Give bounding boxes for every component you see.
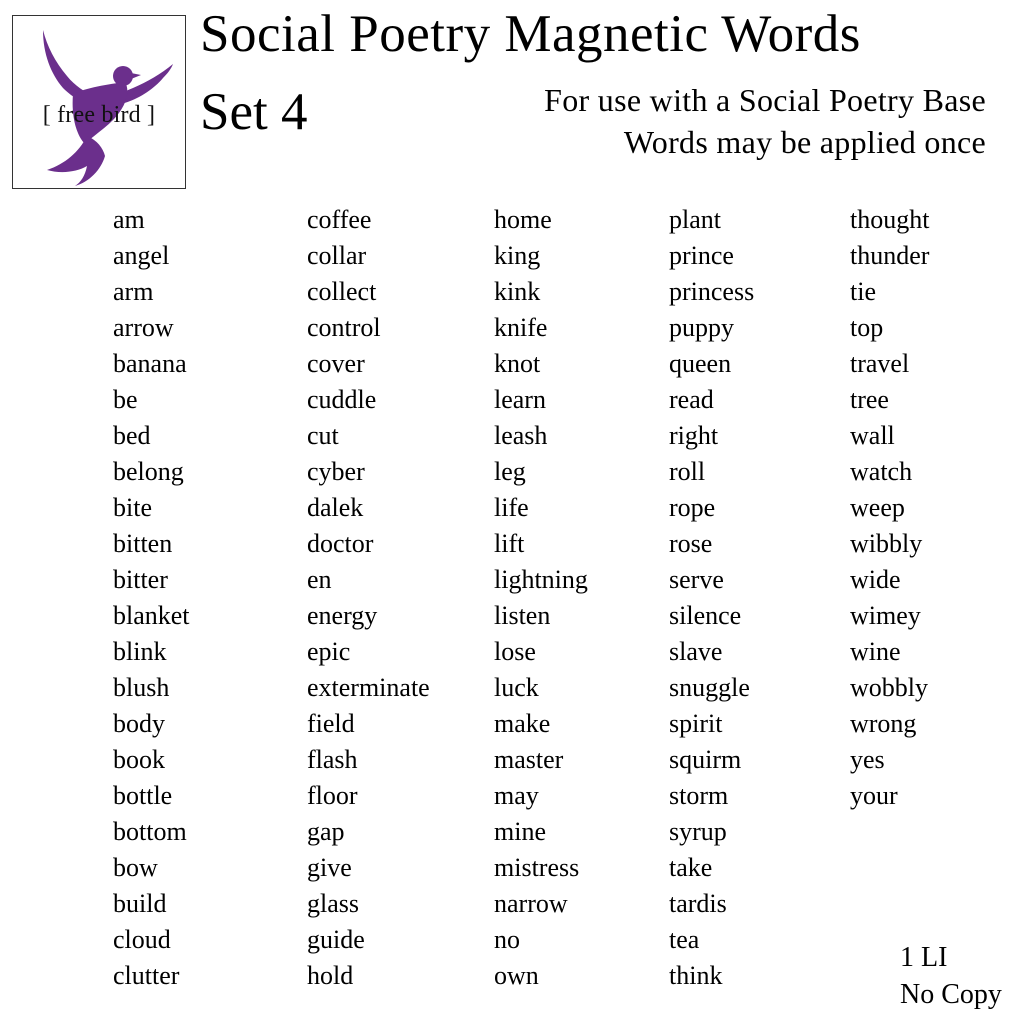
word-item: cloud [113, 925, 171, 954]
word-item: blink [113, 637, 167, 666]
word-item: squirm [669, 745, 742, 774]
word-item: doctor [307, 529, 374, 558]
usage-note: For use with a Social Poetry Base [544, 82, 986, 118]
word-item: life [494, 493, 529, 522]
word-item: coffee [307, 205, 372, 234]
word-item: syrup [669, 817, 727, 846]
word-item: wimey [850, 601, 921, 630]
word-item: cuddle [307, 385, 377, 414]
word-item: make [494, 709, 551, 738]
word-item: bottom [113, 817, 187, 846]
logo [12, 15, 186, 189]
word-item: mistress [494, 853, 580, 882]
apply-note: Words may be applied once [623, 124, 986, 160]
word-item: tree [850, 385, 889, 414]
word-item: travel [850, 349, 910, 378]
word-item: control [307, 313, 381, 342]
word-item: knife [494, 313, 548, 342]
word-item: right [669, 421, 719, 450]
word-item: master [494, 745, 564, 774]
word-item: storm [669, 781, 729, 810]
word-item: blanket [113, 601, 190, 630]
word-item: queen [669, 349, 732, 378]
word-item: en [307, 565, 332, 594]
word-item: tea [669, 925, 700, 954]
page-title: Social Poetry Magnetic Words [200, 5, 861, 63]
word-column-5 [850, 202, 929, 814]
word-item: hold [307, 961, 354, 990]
word-item: book [113, 745, 165, 774]
word-item: knot [494, 349, 541, 378]
word-item: leash [494, 421, 548, 450]
word-item: lose [494, 637, 536, 666]
word-column-1 [113, 202, 190, 994]
word-item: tardis [669, 889, 727, 918]
word-item: luck [494, 673, 539, 702]
word-item: watch [850, 457, 913, 486]
word-item: guide [307, 925, 365, 954]
price-label: 1 LI [900, 942, 948, 973]
word-item: rose [669, 529, 713, 558]
word-item: belong [113, 457, 184, 486]
word-item: leg [494, 457, 526, 486]
word-item: give [307, 853, 352, 882]
word-item: bitter [113, 565, 168, 594]
word-item: slave [669, 637, 723, 666]
word-item: wobbly [850, 673, 928, 702]
word-item: mine [494, 817, 546, 846]
word-item: energy [307, 601, 378, 630]
word-item: bite [113, 493, 152, 522]
word-item: no [494, 925, 520, 954]
word-item: wall [850, 421, 895, 450]
word-item: roll [669, 457, 706, 486]
word-item: learn [494, 385, 546, 414]
word-item: weep [850, 493, 905, 522]
word-item: gap [307, 817, 345, 846]
word-item: arrow [113, 313, 174, 342]
word-item: thought [850, 205, 930, 234]
word-item: kink [494, 277, 541, 306]
word-item: serve [669, 565, 724, 594]
word-item: narrow [494, 889, 568, 918]
word-item: wide [850, 565, 901, 594]
set-label: Set 4 [200, 83, 308, 141]
word-item: own [494, 961, 539, 990]
word-item: bow [113, 853, 158, 882]
word-item: banana [113, 349, 187, 378]
word-item: plant [669, 205, 721, 234]
word-item: body [113, 709, 165, 738]
word-column-3 [494, 202, 588, 994]
word-item: think [669, 961, 723, 990]
word-item: exterminate [307, 673, 430, 702]
word-item: collect [307, 277, 377, 306]
word-item: arm [113, 277, 154, 306]
word-item: glass [307, 889, 359, 918]
word-item: be [113, 385, 138, 414]
word-item: spirit [669, 709, 723, 738]
word-item: read [669, 385, 714, 414]
word-item: lightning [494, 565, 588, 594]
word-item: wibbly [850, 529, 923, 558]
word-item: cut [307, 421, 339, 450]
permission-label: No Copy [900, 979, 1002, 1010]
word-item: cyber [307, 457, 365, 486]
word-item: princess [669, 277, 755, 306]
word-item: clutter [113, 961, 180, 990]
word-item: puppy [669, 313, 734, 342]
word-item: flash [307, 745, 358, 774]
word-item: take [669, 853, 713, 882]
logo-text: [ free bird ] [42, 102, 156, 128]
word-item: king [494, 241, 541, 270]
word-item: am [113, 205, 145, 234]
word-item: angel [113, 241, 170, 270]
word-item: wine [850, 637, 901, 666]
word-item: may [494, 781, 539, 810]
word-item: tie [850, 277, 876, 306]
word-item: prince [669, 241, 734, 270]
word-item: rope [669, 493, 716, 522]
word-column-4 [669, 202, 754, 994]
word-item: bed [113, 421, 151, 450]
word-item: blush [113, 673, 170, 702]
word-item: floor [307, 781, 358, 810]
word-item: bitten [113, 529, 173, 558]
word-item: cover [307, 349, 365, 378]
word-item: lift [494, 529, 525, 558]
word-item: build [113, 889, 167, 918]
word-item: top [850, 313, 884, 342]
word-item: silence [669, 601, 742, 630]
word-item: wrong [850, 709, 917, 738]
word-item: your [850, 781, 898, 810]
word-item: epic [307, 637, 351, 666]
word-item: thunder [850, 241, 930, 270]
word-item: field [307, 709, 355, 738]
word-item: bottle [113, 781, 173, 810]
word-item: home [494, 205, 552, 234]
word-item: listen [494, 601, 551, 630]
word-column-2 [307, 202, 430, 994]
word-item: collar [307, 241, 367, 270]
word-item: snuggle [669, 673, 750, 702]
word-item: yes [850, 745, 885, 774]
word-item: dalek [307, 493, 364, 522]
